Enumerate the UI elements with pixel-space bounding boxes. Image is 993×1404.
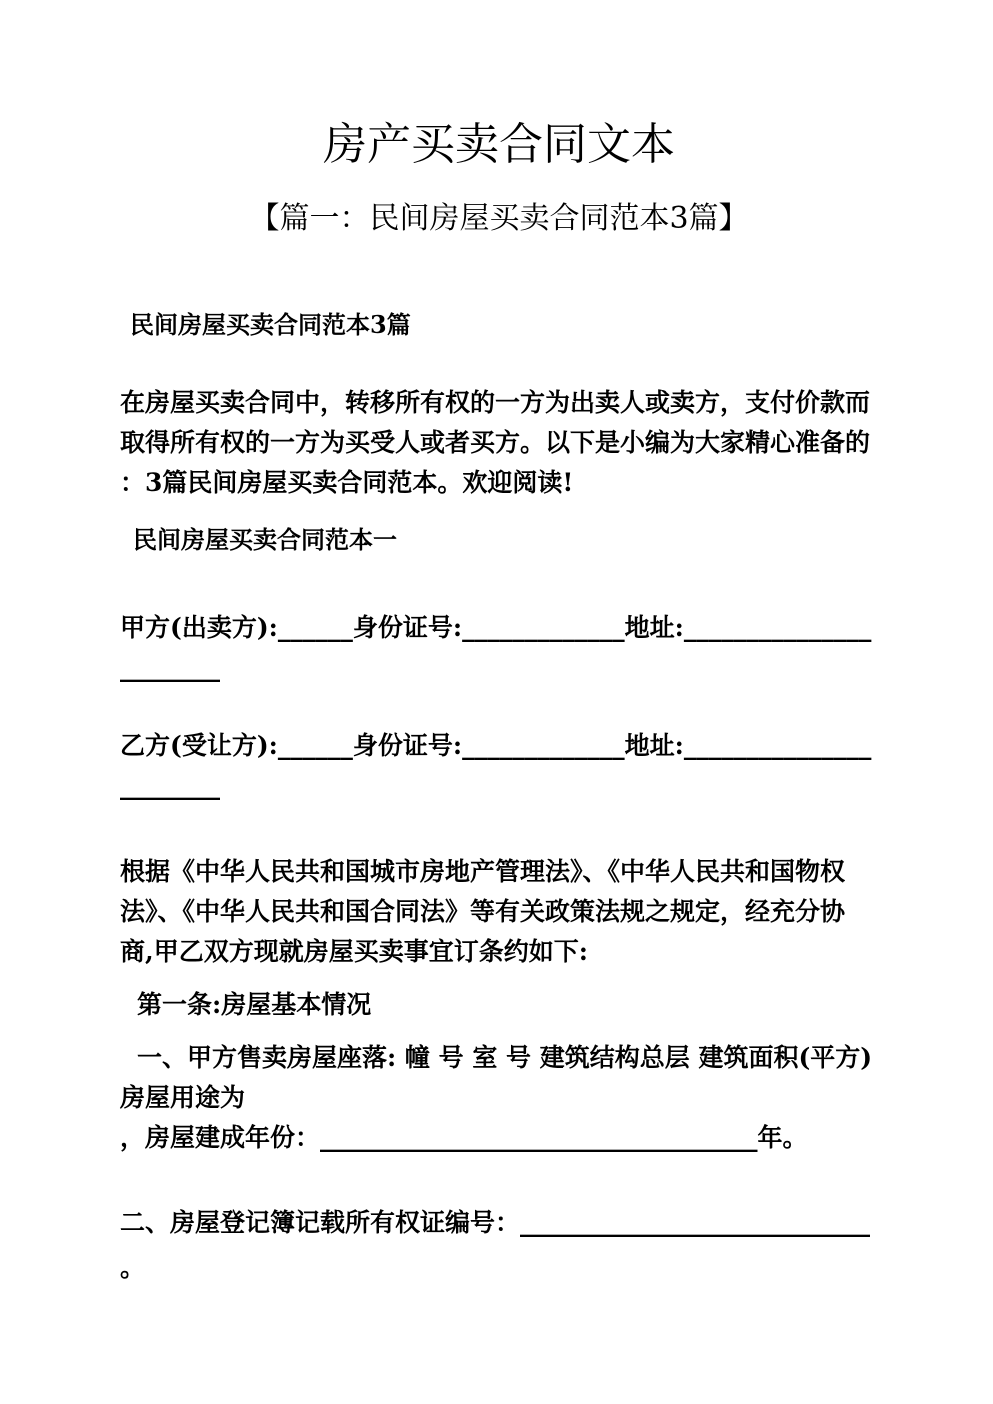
party-a-line: 甲方(出卖方):______身份证号:_____________地址:_______________	[120, 612, 872, 642]
intro-paragraph	[120, 383, 878, 503]
clause-one-heading: 第一条:房屋基本情况	[137, 989, 372, 1019]
intro-heading: 民间房屋买卖合同范本3篇	[130, 309, 411, 339]
party-b-line: 乙方(受让方):______身份证号:_____________地址:_______________	[120, 730, 872, 760]
intro-line-2: 取得所有权的一方为买受人或者买方。以下是小编为大家精心准备的	[120, 427, 871, 457]
legal-line-1: 根据《中华人民共和国城市房地产管理法》、《中华人民共和国物权	[120, 856, 846, 886]
party-b-blank-continuation: ________	[120, 770, 220, 800]
intro-line-3: ：3篇民间房屋买卖合同范本。欢迎阅读!	[120, 467, 574, 497]
item-one-line-2: 房屋用途为	[120, 1082, 246, 1112]
intro-line-1: 在房屋买卖合同中，转移所有权的一方为出卖人或卖方，支付价款而	[120, 387, 871, 417]
party-a-paragraph	[120, 608, 878, 688]
legal-line-2: 法》、《中华人民共和国合同法》等有关政策法规之规定，经充分协	[120, 896, 846, 926]
clause-one-item-two: 二、房屋登记簿记载所有权证编号：____________________________	[120, 1207, 871, 1237]
legal-line-3: 商,甲乙双方现就房屋买卖事宜订条约如下:	[120, 936, 588, 966]
item-one-line-1: 一、甲方售卖房屋座落: 幢 号 室 号 建筑结构总层 建筑面积(平方)	[137, 1042, 873, 1072]
sample-one-heading: 民间房屋买卖合同范本一	[133, 524, 397, 554]
party-b-paragraph	[120, 726, 878, 806]
clause-one-item-one	[120, 1038, 878, 1118]
legal-basis-paragraph	[120, 852, 878, 972]
item-two-trailing-period: 。	[120, 1252, 146, 1282]
party-a-blank-continuation: ________	[120, 652, 220, 682]
build-year-line: ，房屋建成年份：___________________________________年。	[120, 1122, 808, 1152]
document-title: 房产买卖合同文本	[323, 119, 675, 170]
section-one-heading: 【篇一：民间房屋买卖合同范本3篇】	[249, 201, 749, 236]
